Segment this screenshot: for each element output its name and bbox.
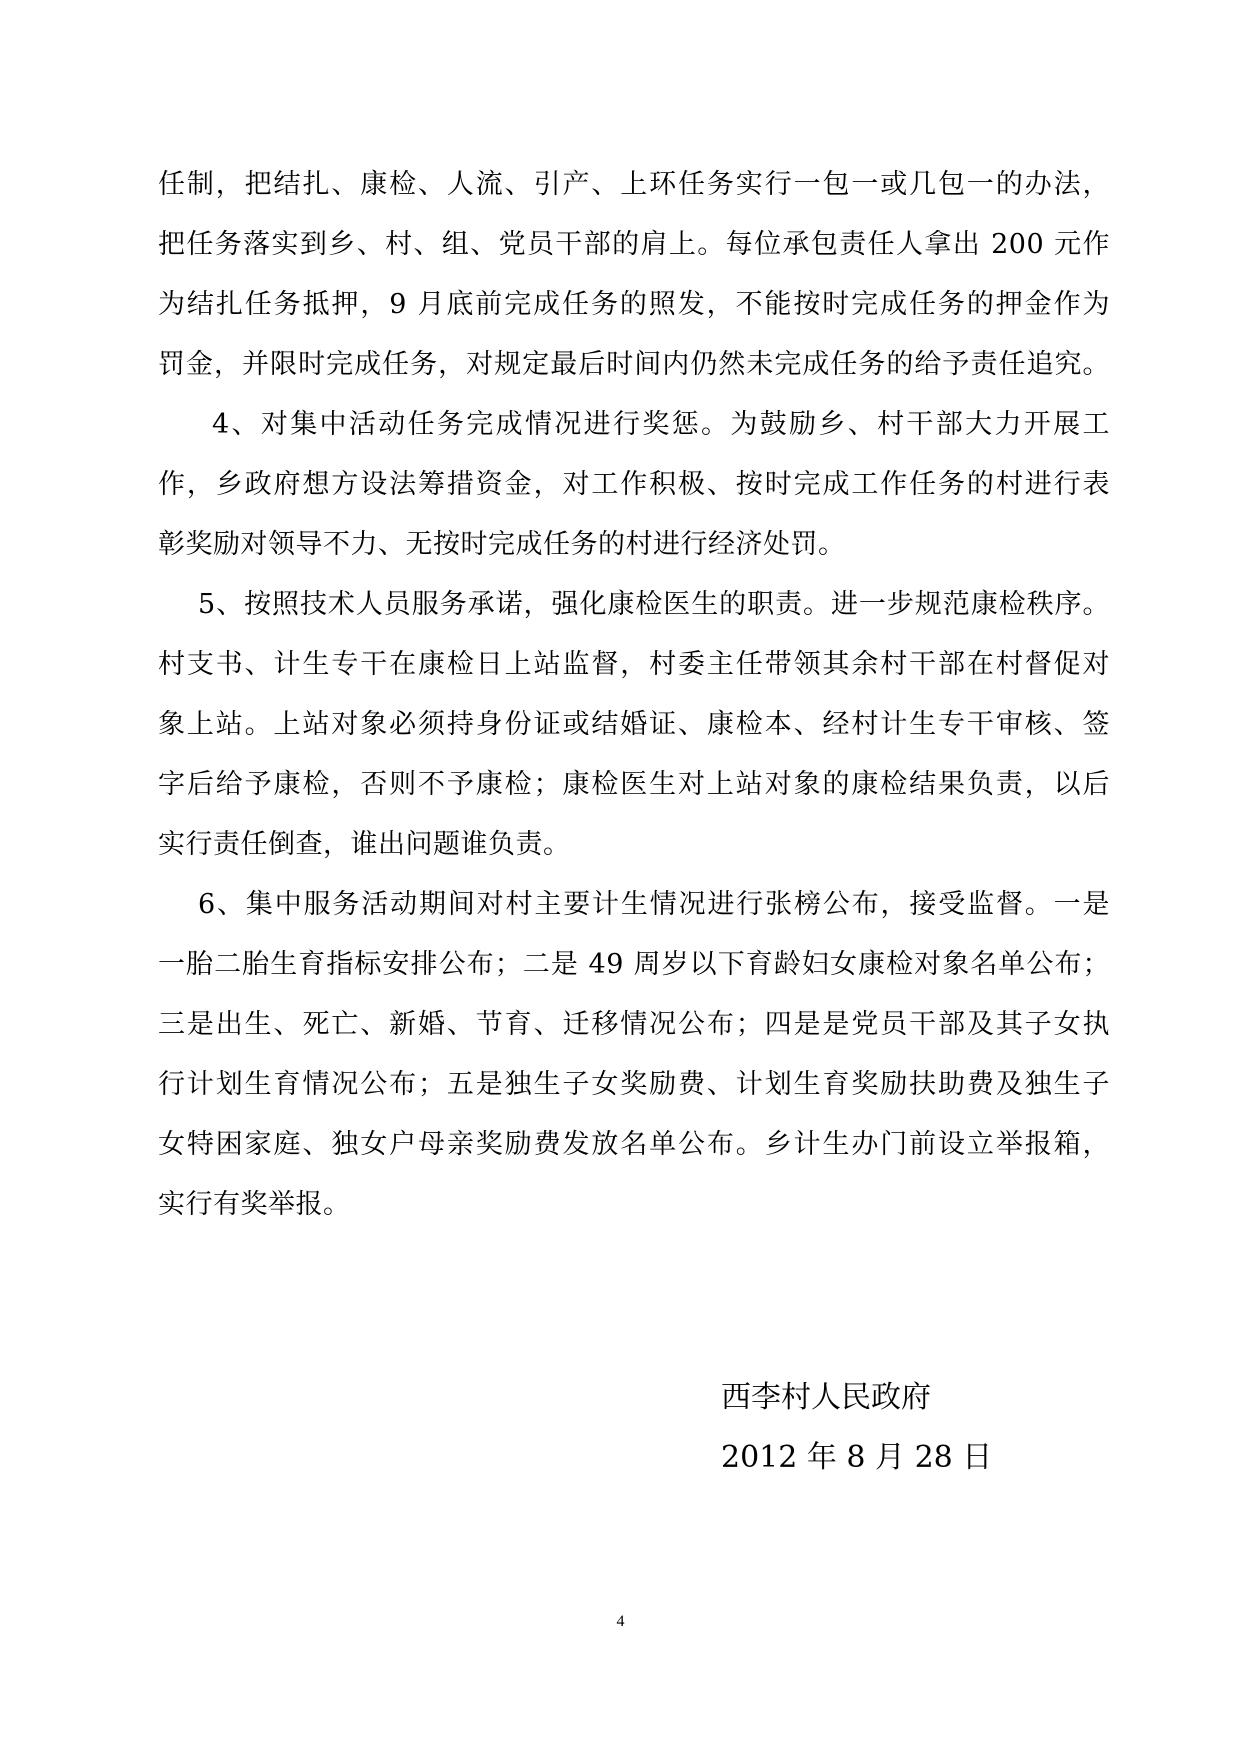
- body-line: 彰奖励对领导不力、无按时完成任务的村进行经济处罚。: [158, 529, 846, 560]
- body-line: 为结扎任务抵押，9 月底前完成任务的照发，不能按时完成任务的押金作为: [158, 289, 1110, 320]
- body-line: 5、按照技术人员服务承诺，强化康检医生的职责。进一步规范康检秩序。: [198, 589, 1110, 620]
- signature-organization: 西李村人民政府: [721, 1380, 931, 1415]
- page-number: 4: [616, 1613, 625, 1630]
- body-line: 6、集中服务活动期间对村主要计生情况进行张榜公布，接受监督。一是: [198, 889, 1110, 920]
- body-line: 实行有奖举报。: [158, 1189, 351, 1220]
- document-body: [158, 155, 1110, 1235]
- body-line: 行计划生育情况公布；五是独生子女奖励费、计划生育奖励扶助费及独生子: [158, 1069, 1110, 1100]
- body-line: 实行责任倒查，谁出问题谁负责。: [158, 829, 571, 860]
- body-line: 罚金，并限时完成任务，对规定最后时间内仍然未完成任务的给予责任追究。: [158, 349, 1110, 380]
- body-line: 三是出生、死亡、新婚、节育、迁移情况公布；四是是党员干部及其子女执: [158, 1009, 1110, 1040]
- signature-block: [721, 1368, 992, 1488]
- signature-date: 2012 年 8 月 28 日: [721, 1440, 993, 1475]
- body-line: 象上站。上站对象必须持身份证或结婚证、康检本、经村计生专干审核、签: [158, 709, 1110, 740]
- body-line: 把任务落实到乡、村、组、党员干部的肩上。每位承包责任人拿出 200 元作: [158, 229, 1110, 260]
- body-line: 村支书、计生专干在康检日上站监督，村委主任带领其余村干部在村督促对: [158, 649, 1110, 680]
- body-line: 作，乡政府想方设法筹措资金，对工作积极、按时完成工作任务的村进行表: [158, 469, 1110, 500]
- body-line: 任制，把结扎、康检、人流、引产、上环任务实行一包一或几包一的办法，: [158, 169, 1110, 200]
- body-line: 女特困家庭、独女户母亲奖励费发放名单公布。乡计生办门前设立举报箱，: [158, 1129, 1110, 1160]
- body-line: 字后给予康检，否则不予康检；康检医生对上站对象的康检结果负责，以后: [158, 769, 1110, 800]
- body-line: 一胎二胎生育指标安排公布；二是 49 周岁以下育龄妇女康检对象名单公布；: [158, 949, 1110, 980]
- body-line: 4、对集中活动任务完成情况进行奖惩。为鼓励乡、村干部大力开展工: [212, 409, 1110, 440]
